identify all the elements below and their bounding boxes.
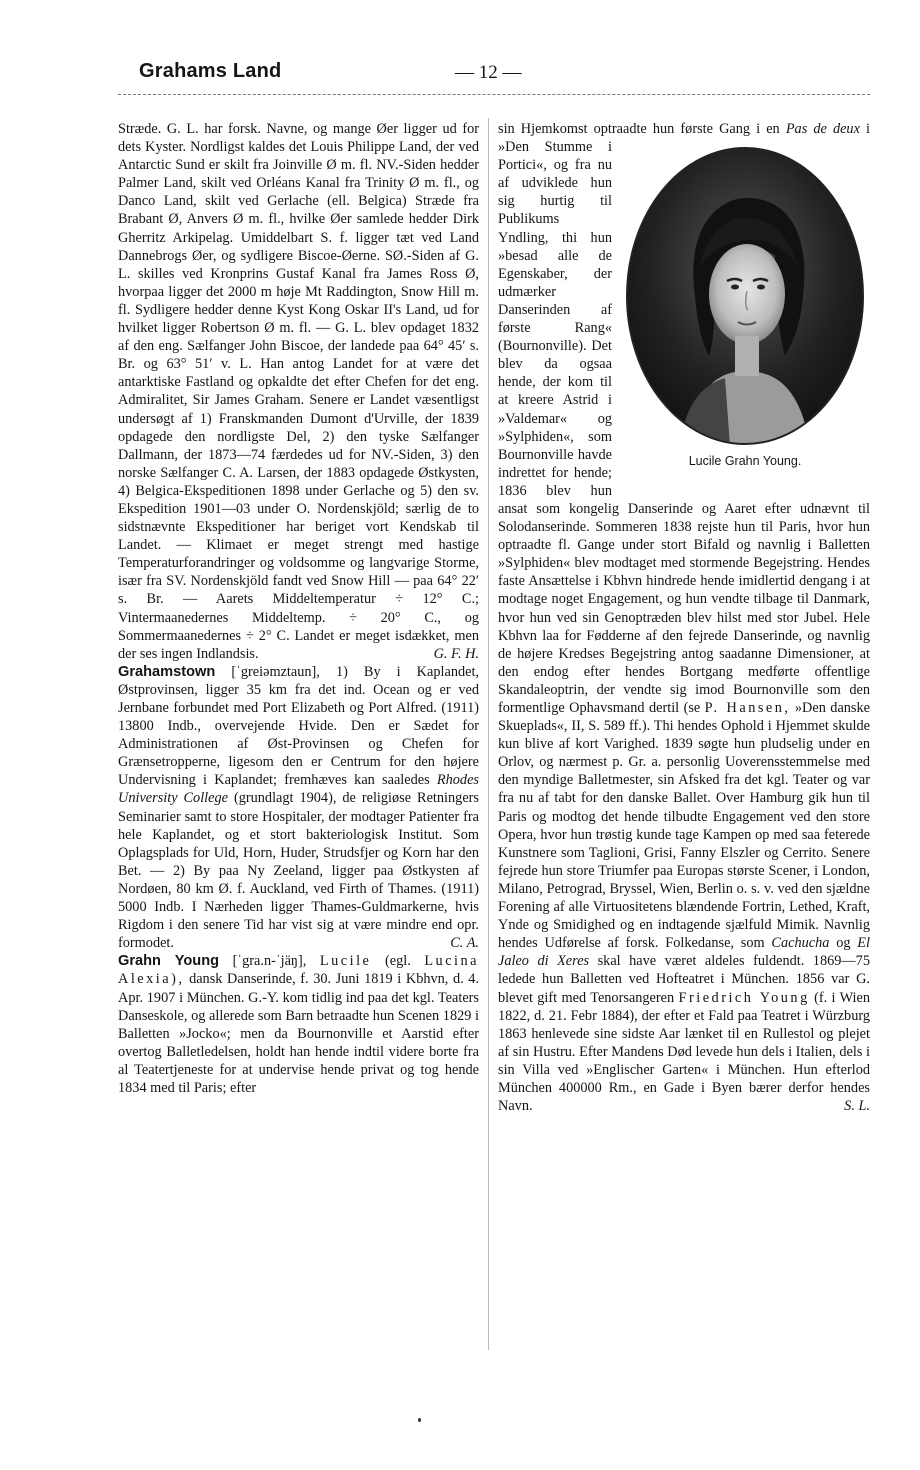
page-title: Grahams Land [139, 60, 282, 82]
header-rule [118, 94, 870, 95]
grahn-young-text: dansk Danserinde, f. 30. Juni 1819 i Kbhvn, d. 4. Apr. 1907 i München. G.-Y. kom tidlig ind paa det kgl. Teaters Danseskole, og allerede som Barn betraadte hun Scenen 1829 i Balletten »Jocko«; men da Bournonville et Aarstid efter overtog Balletledelsen, holdt han hende indtil videre borte fra al Teatertjeneste for at undervise hende privat og tog hende 1834 med til Paris; efter [118, 971, 480, 1096]
paren-egl: (egl. [384, 953, 411, 970]
entry-grahn-young [118, 952, 479, 1097]
rhodes-college: Rhodes University College [118, 772, 479, 807]
cachucha: Cachucha [771, 935, 830, 952]
right-text-d: skal have været aldeles fuldendt. 1869—75 ledede hun Balletten ved Hofteatret i München. 1856 var G. blevet gift med Tenorsangeren [498, 953, 870, 1006]
pronunciation-grahamstown: [ˈgreiəmztaun], [231, 663, 320, 680]
signature-sl: S. L. [844, 1098, 870, 1115]
portrait-figure [620, 140, 870, 495]
signature-gfh: G. F. H. [433, 645, 479, 662]
left-column [118, 120, 479, 1097]
right-text-a: sin Hjemkomst optraadte hun første Gang i en [498, 121, 780, 137]
grahn-young-continued [498, 120, 870, 1115]
portrait-caption: Lucile Grahn Young. [688, 454, 802, 469]
grahams-land-text: Stræde. G. L. har forsk. Navne, og mange Øer ligger ud for dets Kyster. Nordligst kaldes det Louis Philippe Land, der ved Antarctic Sund er skilt fra Joinville Ø m. fl. NV.-Siden hedder Palmer Land, skilt ved Orléans Kanal fra Trinity Ø m. fl., og Danco Land, skilt ved Gerlache (ell. Belgica) Stræde fra Brabant Ø, Anvers Ø m. fl., hvilke Øer samlede hedder Dirk Gherritz Arkipelag. Umiddelbart S. f. ligger tæt ved Land Dannebrogs Øer, og sydligere Biscoe-Øerne. SØ.-Siden af G. L. skilles ved Kronprins Gustaf Kanal fra James Ross Ø, hvorpaa ligger det 2000 m høje Mt Raddington, Snow Hill m. fl. Sydligere hedder denne Kyst Kong Oskar II's Land, ud for hvilket ligger Robertson Ø m. fl. — G. L. blev opdaget 1832 af den eng. Sælfanger John Biscoe, der landede paa 64° 45′ s. Br. og 63° 51′ v. L. Han antog Landet for at være det antarktiske Fastland og opkaldte det efter Chefen for det eng. Admiralitet, Sir James Graham. Senere er Landet væsentligst undersøgt af 1) Franskmanden Dumont d'Urville, der 1839 opdagede den nordligste Del, 2) den tyske Sælfanger Dallmann, der 1873—74 færdedes ud for NV.-Siden, 3) den norske Sælfanger C. A. Larsen, der 1883 opdagede Østkysten, 4) Belgica-Ekspeditionen 1898 under Gerlache og 5) den sv. Ekspedition 1901—03 under O. Nordenskjöld; særlig de to sidstnævnte Ekspeditioner har beriget vort Kendskab til Landet. — Klimaet er meget strengt med hastige Temperaturforandringer og voldsomme og langvarige Storme, især fra SV. Nordenskjöld fandt ved Snow Hill — paa 64° 22′ s. Br. — Aarets Middeltemperatur ÷ 12° C.; Vintermaanedernes Middeltemp. ÷ 20° C., og Sommermaanedernes ÷ 2° C. Landet er meget isdækket, men der ses ingen Indlandsis. [118, 121, 479, 662]
given-name: Lucile [319, 953, 372, 970]
friedrich-young: Friedrich Young [678, 989, 810, 1006]
print-speck [418, 1418, 421, 1422]
conj-og: og [836, 935, 851, 952]
column-divider [488, 118, 489, 1350]
p-hansen: P. Hansen, [704, 700, 791, 716]
portrait-image [625, 146, 865, 446]
signature-ca: C. A. [450, 935, 479, 952]
grahamstown-text-a: 1) By i Kaplandet, Østprovinsen, ligger 35 km fra det ind. Ocean og er ved Jernbane forbundet med Port Elizabeth og Port Alfred. (1911) 13800 Indb., overvejende Hvide. Den er Sædet for Administrationen af Øst-Provinsen og Chefen for Grænsetropperne, ligesom den er Centrum for den højere Undervisning i Kaplandet; fremhæves kan saaledes [118, 663, 480, 789]
right-column [498, 120, 870, 1115]
el-jaleo: El Jaleo di Xeres [498, 935, 871, 970]
right-text-b: i »Den Stumme i Portici«, og fra nu af udviklede hun sig hurtig til Publikums Yndling, thi hun »besad alle de Egenskaber, der udmærker Danserinden af første Rang« (Bournonville). Det blev da ogsaa hende, der kom til at kreere Astrid i »Valdemar« og »Sylphiden«, som Bournonville havde indrettet for hende; 1836 blev hun ansat som kongelig Danserinde og Aaret efter udnævnt til Solodanserinde. Sommeren 1838 rejste hun til Paris, hvor hun optraadte fl. Gange under stort Bifald og navnlig i Balletten »Sylphiden« blev modtaget med stormende Begejstring. Hendes faste Ansættelse i Kbhvn hindrede hende imidlertid dengang i at modtage noget Engagement, og hun vendte tilbage til Danmark, hvor hun ved sin Genoptræden blev hilst med stor Jubel. Hele Kbhvn laa for Fødderne af den fejrede Danserinde, og navnlig de højere Kredses Begejstring antog saadanne Dimensioner, at den endog efter hendes Bortgang medførte offentlige Skandaleoptrin, der vendte sig imod Bournonville som den formentlige Ophavsmand dertil (se [498, 121, 871, 716]
entry-heading-grahamstown: Grahamstown [118, 663, 216, 680]
entry-heading-grahn-young: Grahn Young [118, 953, 220, 970]
entry-grahams-land-body [118, 120, 479, 663]
right-text-c: »Den danske Skueplads«, II, S. 589 ff.). Thi hendes Ophold i Hjemmet skulde kun blive af kort Varighed. 1839 søgte hun pludselig under en Orlov, og nærmest p. Gr. a. personlig Uoverensstemmelse med den myndige Balletmester, sin Afsked fra det kgl. Teater og var fra nu af tabt for den danske Ballet. Over Hamburg gik hun til Paris og modtog det hende tilbudte Engagement ved den store Opera, hvor hun trøstig kunde tage Kampen op med saa feterede Kunstnere som Taglioni, Grisi, Fanny Elszler og Cerrito. Senere fejrede hun store Triumfer paa Europas største Scener, i London, Milano, Petrograd, Bryssel, Wien, Berlin o. s. v. ved den sjældne Forening af alle Virtuositetens blændende Fortrin, Lethed, Kraft, Ynde og Smidighed og en indtagende sjælfuld Mimik. Navnlig hendes Udførelse af forsk. Folkedanse, som [498, 700, 870, 952]
full-name: Lucina Alexia), [118, 953, 480, 988]
right-text-e: (f. i Wien 1822, d. 21. Febr 1884), der efter et Fald paa Teatret i Würzburg 1863 henlevede sine sidste Aar lænket til en Rullestol og plejet af sin Hustru. Efter Mandens Død levede hun dels i Italien, dels i sin Villa ved »Englischer Garten« i München. Hun efterlod München 400000 Rm., en Gade i Byen bærer derfor hendes Navn. [498, 989, 870, 1115]
page-number: — 12 — [455, 62, 522, 83]
pronunciation-grahn-young: [ˈgra.n-ˈjäŋ], [232, 953, 307, 970]
entry-grahamstown [118, 663, 479, 953]
grahamstown-text-b: (grundlagt 1904), de religiøse Retningers Seminarier samt to store Hospitaler, der modtager Patienter fra hele Kaplandet, og et stort bakteriologisk Institut. Som Oplagsplads for Uld, Horn, Huder, Strudsfjer og Korn har den Bet. — 2) By paa Ny Zeeland, ligger paa Østkysten af Nordøen, 80 km Ø. f. Auckland, ved Firth of Thames. (1911) 5000 Indb. I Nærheden ligger Thames-Guldmarkerne, hvis Rigdom i den senere Tid har vist sig at være mindre end opr. formodet. [118, 790, 479, 952]
pas-de-deux: Pas de deux [785, 121, 860, 137]
